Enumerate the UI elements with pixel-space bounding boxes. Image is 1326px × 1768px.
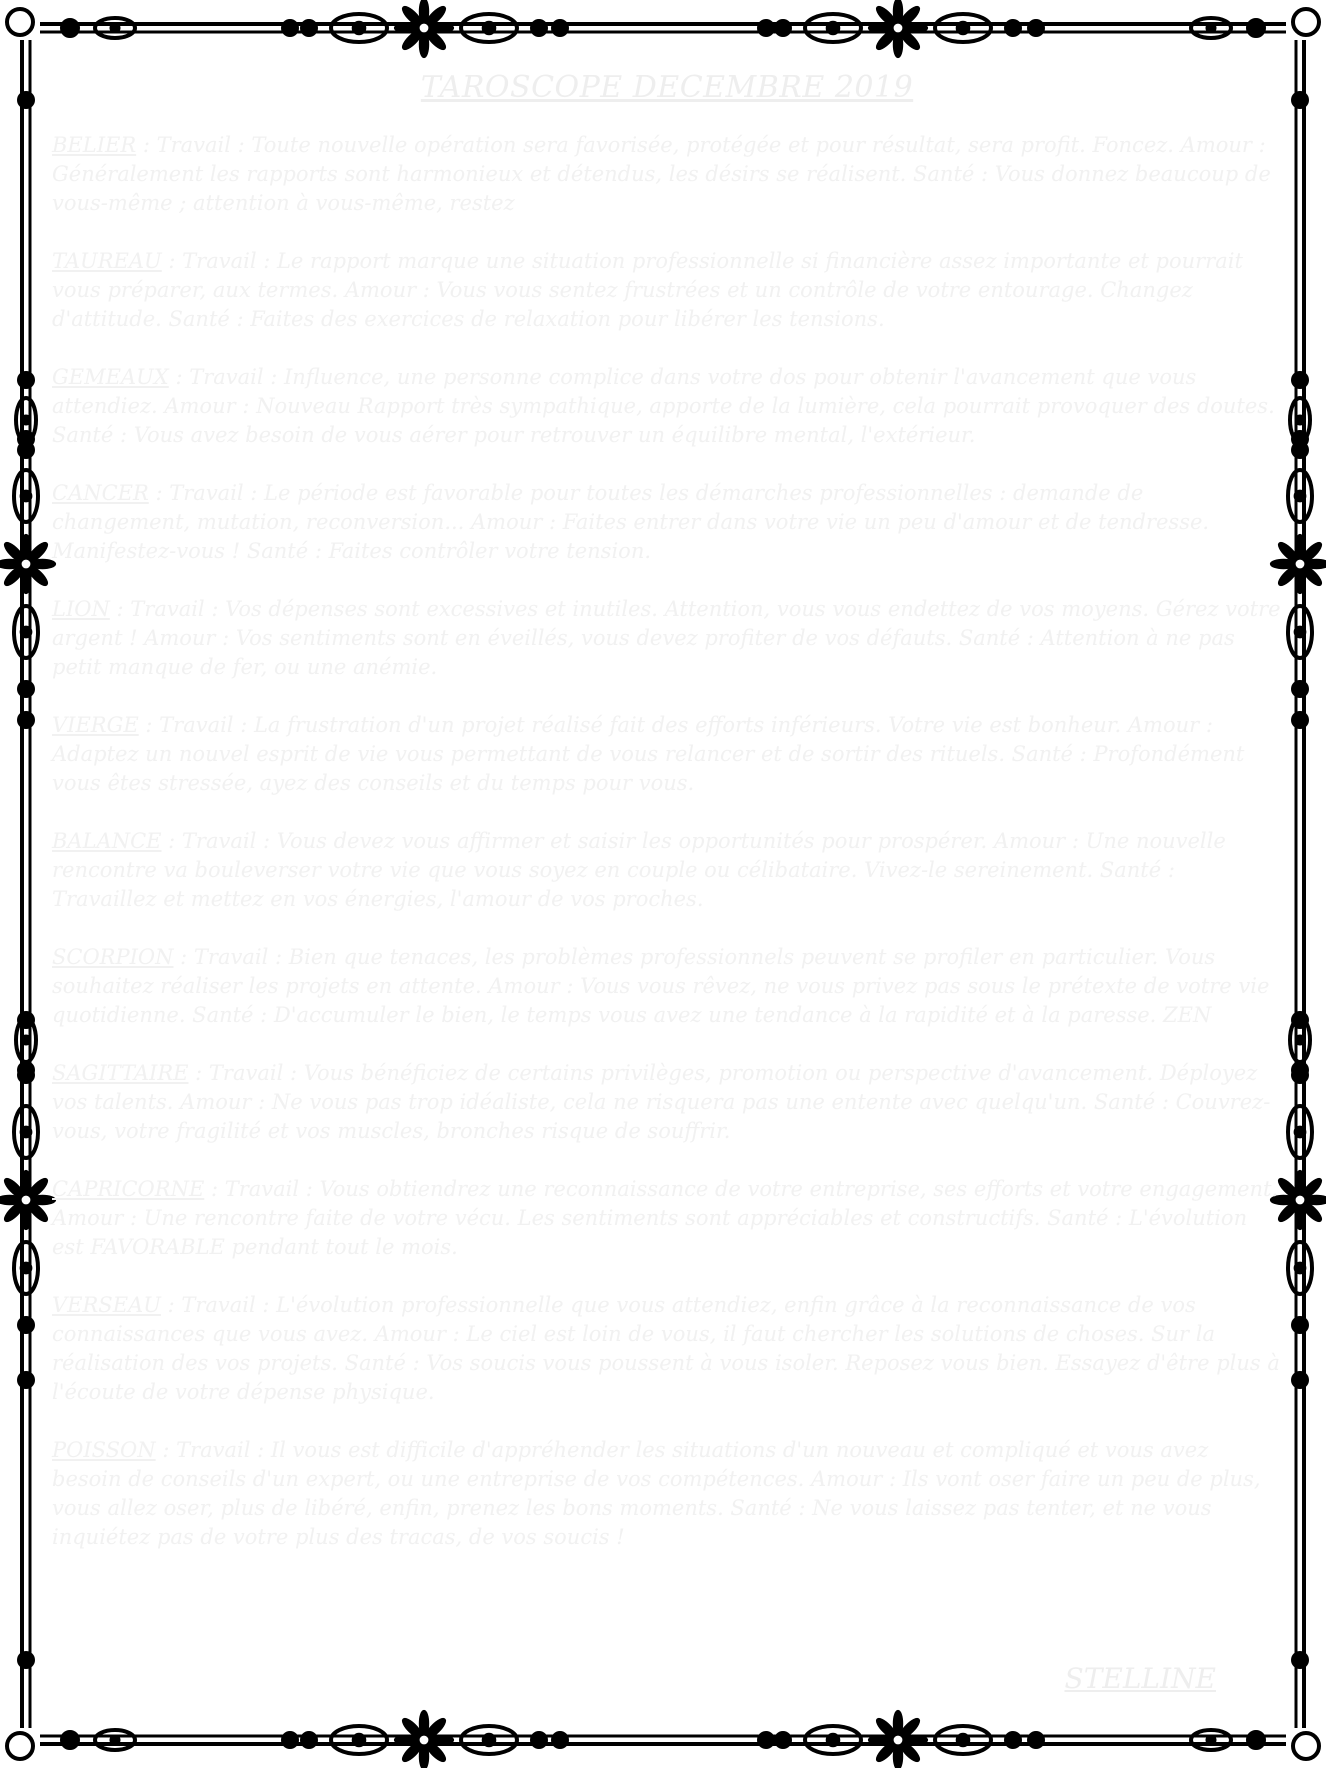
flower-ornament [869, 0, 927, 57]
sign-paragraph [52, 131, 1282, 218]
page-title: TAROSCOPE DECEMBRE 2019 [420, 70, 914, 105]
scroll-ornament [1191, 1730, 1231, 1750]
scroll-ornament [1288, 606, 1312, 658]
scroll-ornament [1288, 470, 1312, 522]
scroll-ornament [461, 1726, 517, 1754]
flower-ornament [0, 535, 55, 593]
dot-ornament [18, 442, 34, 458]
dot-ornament [1292, 1062, 1308, 1078]
sign-paragraph [52, 1291, 1282, 1407]
dot-ornament [531, 1732, 547, 1748]
sign-name: SCORPION [52, 945, 174, 969]
dot-ornament [1292, 1372, 1308, 1388]
sign-name: BALANCE [52, 829, 162, 853]
scroll-ornament [1288, 1106, 1312, 1158]
sign-text: : Travail : Le rapport marque une situation professionnelle si financière assez importante et pourrait vous préparer, aux termes. Amour : Vous vous sentez frustrées et un contrôle de votre entourage. Changez d'attitude. Santé : Faites des exercices de relaxation pour libérer les tensions. [52, 249, 1243, 331]
dot-ornament [552, 1732, 568, 1748]
sign-paragraph [52, 479, 1282, 566]
flower-ornament [395, 1711, 453, 1768]
signature: STELLINE [1064, 1662, 1216, 1695]
scroll-ornament [935, 1726, 991, 1754]
dot-ornament [1292, 442, 1308, 458]
sign-paragraph [52, 363, 1282, 450]
scroll-ornament [331, 1726, 387, 1754]
sign-text: : Travail : Il vous est difficile d'appréhender les situations d'un nouveau et compliqué et vous avez besoin de conseils d'un expert, ou une entreprise de vos compétences. Amour : Ils vont oser faire un peu de plus, vous allez oser, plus de libéré, enfin, prenez les bons moments. Santé : Ne vous laissez pas tenter, et ne vous inquiétez pas de votre plus des tracas, de vos soucis ! [52, 1438, 1261, 1549]
dot-ornament [61, 19, 79, 37]
dot-ornament [18, 1652, 34, 1668]
scroll-ornament [95, 1730, 135, 1750]
sign-paragraph [52, 943, 1282, 1030]
dot-ornament [1247, 19, 1265, 37]
dot-ornament [282, 1732, 298, 1748]
dot-ornament [1005, 20, 1021, 36]
sign-text: : Travail : Le période est favorable pour toutes les démarches professionnelles : demande de changement, mutation, reconversion... Amour : Faites entrer dans votre vie un peu d'amour et de tendresse. Manifestez-vous ! Santé : Faites contrôler votre tension. [52, 481, 1210, 563]
dot-ornament [18, 712, 34, 728]
sign-text: : Travail : La frustration d'un projet réalisé fait des efforts inférieurs. Votre vie est bonheur. Amour : Adaptez un nouvel esprit de vie vous permettant de vous relancer et de sortir des rituels. Santé : Profondément vous êtes stressée, ayez des conseils et du temps pour vous. [52, 713, 1245, 795]
scroll-ornament [461, 14, 517, 42]
dot-ornament [18, 681, 34, 697]
sign-name: BELIER [52, 133, 137, 157]
sign-name: SAGITTAIRE [52, 1061, 189, 1085]
scroll-ornament [1191, 18, 1231, 38]
dot-ornament [18, 1317, 34, 1333]
scroll-ornament [14, 606, 38, 658]
scroll-ornament [14, 470, 38, 522]
sign-text: : Travail : Bien que tenaces, les problèmes professionnels peuvent se profiler en particulier. Vous souhaitez réaliser les projets en attente. Amour : Vous vous rêvez, ne vous privez pas sous le prétexte de votre vie quotidienne. Santé : D'accumuler le bien, le temps vous avez une tendance à la rapidité et à la paresse. ZEN [52, 945, 1270, 1027]
dot-ornament [1028, 20, 1044, 36]
sign-text: : Travail : Toute nouvelle opération sera favorisée, protégée et pour résultat, sera profit. Foncez. Amour : Généralement les rapports sont harmonieux et détendus, les désirs se réalisent. Santé : Vous donnez beaucoup de vous-même ; attention à vous-même, restez [52, 133, 1271, 215]
dot-ornament [758, 20, 774, 36]
sign-paragraph [52, 595, 1282, 682]
sign-text: : Travail : Vous obtiendrez une reconnaissance de votre entreprise, ses efforts et votre engagement. Amour : Une rencontre faite de votre vécu. Les sentiments sont appréciables et constructifs. Santé : L'évolution est FAVORABLE pendant tout le mois. [52, 1177, 1279, 1259]
dot-ornament [1292, 92, 1308, 108]
scroll-ornament [331, 14, 387, 42]
scroll-ornament [805, 14, 861, 42]
dot-ornament [758, 1732, 774, 1748]
sign-text: : Travail : L'évolution professionnelle que vous attendiez, enfin grâce à la reconnaissance de vos connaissances que vous avez. Amour : Le ciel est loin de vous, il faut chercher les solutions de choses. Sur la réalisation des vos projets. Santé : Vos soucis vous poussent à vous isoler. Reposez vous bien. Essayez d'être plus à l'écoute de votre dépense physique. [52, 1293, 1280, 1404]
sign-paragraph [52, 1436, 1282, 1552]
sign-name: VERSEAU [52, 1293, 161, 1317]
dot-ornament [1028, 1732, 1044, 1748]
sign-text: : Travail : Influence, une personne complice dans votre dos pour obtenir l'avancement que vous attendiez. Amour : Nouveau Rapport très sympathique, apporte de la lumière, cela pourrait provoquer des doutes. Santé : Vous avez besoin de vous aérer pour retrouver un équilibre mental, l'extérieur. [52, 365, 1275, 447]
scroll-ornament [1288, 1242, 1312, 1294]
dot-ornament [1247, 1731, 1265, 1749]
flower-ornament [395, 0, 453, 57]
dot-ornament [1292, 1652, 1308, 1668]
sign-name: GEMEAUX [52, 365, 169, 389]
sign-paragraph [52, 827, 1282, 914]
sign-paragraph [52, 1059, 1282, 1146]
sign-name: CANCER [52, 481, 149, 505]
dot-ornament [1292, 372, 1308, 388]
dot-ornament [1292, 1317, 1308, 1333]
flower-ornament [0, 1171, 55, 1229]
sign-list [52, 131, 1282, 1552]
sign-name: VIERGE [52, 713, 139, 737]
dot-ornament [1005, 1732, 1021, 1748]
scroll-ornament [935, 14, 991, 42]
scroll-ornament [805, 1726, 861, 1754]
sign-text: : Travail : Vous devez vous affirmer et saisir les opportunités pour prospérer. Amour : Une nouvelle rencontre va bouleverser votre vie que vous soyez en couple ou célibataire. Vivez-le sereinement. Santé : Travaillez et mettez en vos énergies, l'amour de vos proches. [52, 829, 1226, 911]
dot-ornament [18, 372, 34, 388]
sign-name: LION [52, 597, 110, 621]
sign-paragraph [52, 711, 1282, 798]
sign-paragraph [52, 247, 1282, 334]
sign-name: CAPRICORNE [52, 1177, 205, 1201]
scroll-ornament [14, 1242, 38, 1294]
dot-ornament [531, 20, 547, 36]
dot-ornament [775, 20, 791, 36]
flower-ornament [869, 1711, 927, 1768]
dot-ornament [282, 20, 298, 36]
dot-ornament [775, 1732, 791, 1748]
sign-text: : Travail : Vos dépenses sont excessives et inutiles. Attention, vous vous endettez de vos moyens. Gérez votre argent ! Amour : Vos sentiments sont en éveillés, vous devez profiter de vos défauts. Santé : Attention à ne pas petit manque de fer, ou une anémie. [52, 597, 1281, 679]
dot-ornament [18, 92, 34, 108]
dot-ornament [61, 1731, 79, 1749]
dot-ornament [1292, 681, 1308, 697]
horoscope-content [52, 70, 1282, 1581]
scroll-ornament [14, 1106, 38, 1158]
dot-ornament [18, 1062, 34, 1078]
dot-ornament [301, 1732, 317, 1748]
dot-ornament [18, 1372, 34, 1388]
dot-ornament [301, 20, 317, 36]
sign-text: : Travail : Vous bénéficiez de certains privilèges, promotion ou perspective d'avancement. Déployez vos talents. Amour : Ne vous pas trop idéaliste, cela ne risquera pas une entente avec quelqu'un. Santé : Couvrez-vous, votre fragilité et vos muscles, bronches risque de souffrir. [52, 1061, 1271, 1143]
sign-paragraph [52, 1175, 1282, 1262]
scroll-ornament [95, 18, 135, 38]
sign-name: POISSON [52, 1438, 156, 1462]
sign-name: TAUREAU [52, 249, 162, 273]
dot-ornament [1292, 712, 1308, 728]
dot-ornament [552, 20, 568, 36]
